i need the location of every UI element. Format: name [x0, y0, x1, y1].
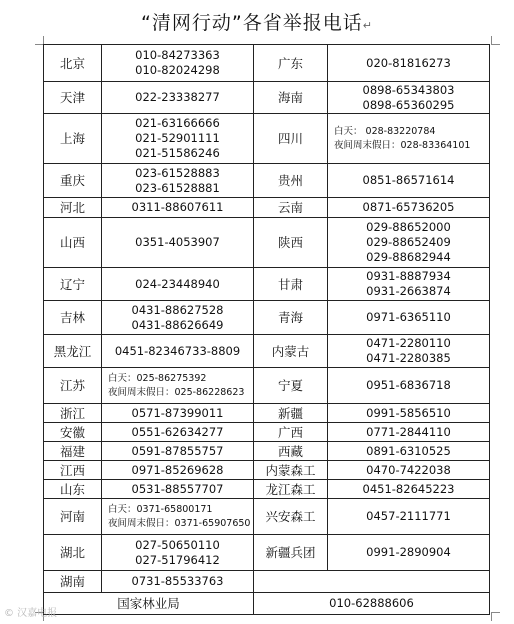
- footer-row: [44, 593, 490, 615]
- province-name: 海南: [277, 90, 303, 105]
- right-province-cell: [254, 114, 328, 164]
- empty-cell: [254, 571, 490, 593]
- left-province-cell: [44, 368, 102, 404]
- left-province-cell: [44, 571, 102, 593]
- left-province-cell: [44, 218, 102, 268]
- right-province-cell: [254, 461, 328, 480]
- province-name: 青海: [277, 310, 303, 325]
- phone-number: 0931-2663874: [366, 284, 451, 298]
- phone-number: 020-81816273: [366, 55, 451, 70]
- left-province-cell: [44, 301, 102, 335]
- right-province-cell: [254, 499, 328, 535]
- phone-number: 010-84273363: [135, 48, 220, 62]
- right-province-cell: [254, 198, 328, 218]
- left-phone-cell: [102, 571, 254, 593]
- phone-number: 0471-2280110: [366, 336, 451, 350]
- table-row: [44, 268, 490, 301]
- right-province-cell: [254, 535, 328, 571]
- left-phone-cell: [102, 114, 254, 164]
- province-name: 广东: [277, 55, 303, 71]
- phone-number: 024-23448940: [135, 276, 220, 291]
- province-name: 湖北: [59, 545, 85, 560]
- phone-number: 023-61528883: [135, 165, 220, 180]
- phone-number: 0531-88557707: [131, 481, 224, 496]
- province-name: 江苏: [59, 378, 85, 393]
- right-province-cell: [254, 268, 328, 301]
- phone-number: 029-88652000: [366, 220, 451, 234]
- left-phone-cell: [102, 164, 254, 198]
- phone-number: 0971-6365110: [366, 310, 451, 324]
- right-phone-cell: [328, 499, 490, 535]
- table-row: [44, 301, 490, 335]
- title-text: “清网行动”各省举报电话: [141, 12, 363, 34]
- right-phone-cell: [328, 45, 490, 82]
- phone-number: 022-23338277: [135, 90, 220, 104]
- table-row: [44, 480, 490, 499]
- phone-number: 0951-6836718: [366, 378, 451, 392]
- phone-number: 0898-65360295: [362, 97, 455, 112]
- right-province-cell: [254, 82, 328, 114]
- province-name: 安徽: [59, 424, 85, 440]
- right-phone-cell: [328, 404, 490, 423]
- right-phone-cell: [328, 198, 490, 218]
- crop-mark-top-right: [491, 36, 500, 45]
- phone-number: 0851-86571614: [362, 173, 455, 187]
- left-phone-cell: [102, 442, 254, 461]
- phone-number: 0431-88627528: [131, 302, 224, 317]
- table-row: [44, 571, 490, 593]
- left-province-cell: [44, 82, 102, 114]
- phone-number: 029-88652409: [366, 235, 451, 249]
- province-name: 北京: [59, 55, 85, 71]
- left-phone-cell: [102, 499, 254, 535]
- province-name: 天津: [59, 90, 85, 105]
- table-row: [44, 164, 490, 198]
- province-name: 西藏: [277, 443, 303, 459]
- phone-number: 0451-82645223: [362, 481, 455, 496]
- phone-number: 夜间周末假日：025-86228623: [108, 386, 245, 398]
- right-province-cell: [254, 442, 328, 461]
- table-row: [44, 442, 490, 461]
- province-name: 内蒙森工: [265, 462, 316, 478]
- phone-number: 0351-4053907: [135, 235, 220, 249]
- province-name: 山东: [59, 481, 85, 497]
- right-phone-cell: [328, 368, 490, 404]
- left-province-cell: [44, 198, 102, 218]
- province-name: 上海: [59, 131, 85, 146]
- phone-number: 029-88682944: [366, 250, 451, 264]
- phone-number: 白天： 028-83220784: [334, 125, 436, 137]
- phone-number: 021-51586246: [135, 146, 220, 160]
- phone-number: 0931-8887934: [366, 269, 451, 283]
- right-province-cell: [254, 45, 328, 82]
- agency-phone-cell: [254, 593, 490, 615]
- right-phone-cell: [328, 218, 490, 268]
- right-phone-cell: [328, 423, 490, 442]
- province-name: 吉林: [59, 310, 85, 325]
- left-province-cell: [44, 442, 102, 461]
- agency-name: 国家林业局: [117, 596, 180, 611]
- hotline-table-body: [44, 45, 490, 615]
- province-name: 贵州: [277, 173, 303, 188]
- left-province-cell: [44, 45, 102, 82]
- left-province-cell: [44, 268, 102, 301]
- phone-number: 0731-85533763: [131, 574, 224, 588]
- phone-number: 白天：0371-65800171: [108, 503, 213, 515]
- province-name: 湖南: [59, 574, 85, 589]
- province-name: 广西: [277, 424, 303, 440]
- right-phone-cell: [328, 442, 490, 461]
- phone-number: 010-82024298: [135, 63, 220, 77]
- province-name: 新疆兵团: [265, 545, 316, 560]
- left-phone-cell: [102, 82, 254, 114]
- province-name: 新疆: [277, 405, 303, 421]
- left-phone-cell: [102, 268, 254, 301]
- left-province-cell: [44, 461, 102, 480]
- phone-number: 0311-88607611: [131, 200, 224, 214]
- province-name: 黑龙江: [53, 343, 92, 359]
- table-row: [44, 535, 490, 571]
- province-name: 陕西: [277, 235, 303, 250]
- table-row: [44, 499, 490, 535]
- province-name: 浙江: [59, 405, 85, 421]
- left-province-cell: [44, 480, 102, 499]
- right-province-cell: [254, 480, 328, 499]
- right-province-cell: [254, 368, 328, 404]
- left-province-cell: [44, 499, 102, 535]
- left-province-cell: [44, 423, 102, 442]
- phone-number: 夜间周末假日：028-83364101: [334, 139, 471, 151]
- table-row: [44, 404, 490, 423]
- phone-number: 0457-2111771: [366, 509, 451, 523]
- crop-mark-bottom-right: [491, 612, 500, 621]
- watermark: © 汉嘉电报: [4, 608, 58, 619]
- left-phone-cell: [102, 461, 254, 480]
- province-name: 山西: [59, 235, 85, 250]
- page-title: [0, 8, 514, 35]
- province-name: 辽宁: [59, 276, 85, 292]
- phone-number: 0591-87855757: [131, 443, 224, 458]
- table-row: [44, 82, 490, 114]
- right-phone-cell: [328, 301, 490, 335]
- left-phone-cell: [102, 301, 254, 335]
- phone-number: 白天：025-86275392: [108, 372, 207, 384]
- left-province-cell: [44, 404, 102, 423]
- province-name: 内蒙古: [271, 343, 310, 359]
- left-phone-cell: [102, 404, 254, 423]
- left-province-cell: [44, 335, 102, 368]
- right-phone-cell: [328, 480, 490, 499]
- province-name: 重庆: [59, 173, 85, 188]
- right-province-cell: [254, 218, 328, 268]
- table-row: [44, 368, 490, 404]
- agency-cell: [44, 593, 254, 615]
- left-phone-cell: [102, 535, 254, 571]
- right-province-cell: [254, 164, 328, 198]
- left-province-cell: [44, 535, 102, 571]
- phone-number: 023-61528881: [135, 180, 220, 195]
- phone-number: 0470-7422038: [366, 462, 451, 477]
- table-row: [44, 335, 490, 368]
- right-province-cell: [254, 301, 328, 335]
- left-phone-cell: [102, 480, 254, 499]
- phone-number: 027-51796412: [135, 552, 220, 567]
- table-row: [44, 198, 490, 218]
- left-province-cell: [44, 114, 102, 164]
- phone-number: 0891-6310525: [366, 443, 451, 458]
- left-phone-cell: [102, 368, 254, 404]
- province-name: 云南: [277, 200, 303, 215]
- right-phone-cell: [328, 535, 490, 571]
- right-phone-cell: [328, 335, 490, 368]
- province-name: 四川: [277, 131, 303, 146]
- hotline-table: [43, 44, 490, 615]
- left-phone-cell: [102, 218, 254, 268]
- table-row: [44, 423, 490, 442]
- left-phone-cell: [102, 423, 254, 442]
- right-phone-cell: [328, 164, 490, 198]
- right-phone-cell: [328, 114, 490, 164]
- left-phone-cell: [102, 335, 254, 368]
- table-row: [44, 218, 490, 268]
- left-province-cell: [44, 164, 102, 198]
- phone-number: 0898-65343803: [362, 82, 455, 97]
- phone-number: 0771-2844110: [366, 424, 451, 439]
- right-province-cell: [254, 404, 328, 423]
- phone-number: 0471-2280385: [366, 351, 451, 365]
- right-province-cell: [254, 335, 328, 368]
- phone-number: 0991-5856510: [366, 405, 451, 420]
- province-name: 福建: [59, 443, 85, 459]
- phone-number: 0551-62634277: [131, 424, 224, 439]
- province-name: 龙江森工: [265, 481, 316, 497]
- province-name: 兴安森工: [265, 509, 316, 524]
- phone-number: 夜间周末假日：0371-65907650: [108, 517, 251, 529]
- phone-number: 027-50650110: [135, 537, 220, 552]
- paragraph-mark: ↵: [362, 19, 373, 32]
- right-province-cell: [254, 423, 328, 442]
- phone-number: 0451-82346733-8809: [114, 343, 241, 358]
- right-phone-cell: [328, 82, 490, 114]
- province-name: 甘肃: [277, 276, 303, 292]
- phone-number: 0971-85269628: [131, 462, 224, 477]
- phone-number: 0871-65736205: [362, 200, 455, 214]
- table-row: [44, 114, 490, 164]
- phone-number: 0431-88626649: [131, 317, 224, 332]
- phone-number: 0991-2890904: [366, 545, 451, 559]
- left-phone-cell: [102, 198, 254, 218]
- phone-number: 010-62888606: [329, 596, 414, 610]
- province-name: 河南: [59, 509, 85, 524]
- phone-number: 021-63166666: [135, 116, 220, 130]
- phone-number: 0571-87399011: [131, 405, 224, 420]
- province-name: 河北: [59, 200, 85, 215]
- right-phone-cell: [328, 461, 490, 480]
- province-name: 宁夏: [277, 378, 303, 393]
- right-phone-cell: [328, 268, 490, 301]
- left-phone-cell: [102, 45, 254, 82]
- table-row: [44, 461, 490, 480]
- phone-number: 021-52901111: [135, 131, 220, 145]
- province-name: 江西: [59, 462, 85, 478]
- table-row: [44, 45, 490, 82]
